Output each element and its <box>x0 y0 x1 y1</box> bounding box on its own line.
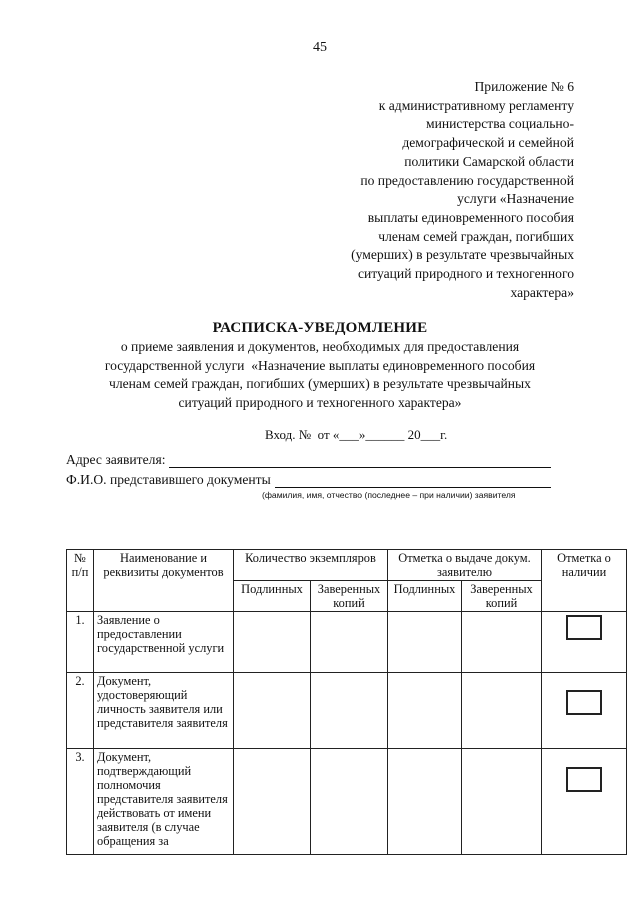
cell-originals <box>234 673 311 749</box>
appendix-line: Приложение № 6 <box>474 79 574 94</box>
fio-label: Ф.И.О. представившего документы <box>66 472 271 487</box>
appendix-line: по предоставлению государственной <box>360 172 574 188</box>
cell-certified <box>311 749 388 855</box>
row-num: 1. <box>67 612 94 673</box>
cell-certified <box>311 612 388 673</box>
address-field-row <box>66 452 551 468</box>
cell-mark <box>542 673 627 749</box>
cell-originals-issued <box>388 612 462 673</box>
table-header-row <box>67 550 627 581</box>
header-name: Наименование и реквизиты документов <box>94 550 234 612</box>
presence-checkbox[interactable] <box>566 615 602 640</box>
appendix-line: демографической и семейной <box>402 135 574 151</box>
cell-mark <box>542 612 627 673</box>
appendix-line: услуги «Назначение <box>457 191 574 207</box>
cell-originals-issued <box>388 673 462 749</box>
appendix-line: ситуаций природного и техногенного <box>357 266 574 282</box>
registration-line: Вход. № от «___»______ 20___г. <box>265 427 448 442</box>
row-num: 2. <box>67 673 94 749</box>
cell-originals-issued <box>388 749 462 855</box>
appendix-line: характера» <box>510 284 574 300</box>
table-row <box>67 673 627 749</box>
documents-table <box>66 549 627 855</box>
header-issued: Отметка о выдаче докум. заявителю <box>388 550 542 581</box>
subheader-originals: Подлинных <box>234 581 311 612</box>
subheader-certified: Заверенных копий <box>311 581 388 612</box>
appendix-line: членам семей граждан, погибших <box>378 228 574 244</box>
cell-certified-issued <box>462 673 542 749</box>
page-number: 45 <box>313 40 327 55</box>
table-row <box>67 612 627 673</box>
row-document-name: Документ, подтверждающий полномочия представителя заявителя действовать от имени заявителя (в случае обращения за <box>94 749 234 855</box>
document-subtitle: о приеме заявления и документов, необходимых для предоставления государственной услуги «Назначение выплаты единовременного пособия членам семей граждан, погибших (умерших) в результате чрезвычайных ситуаций природного и техногенного характера» <box>104 339 536 410</box>
cell-originals <box>234 612 311 673</box>
address-label: Адрес заявителя: <box>66 452 166 467</box>
cell-certified-issued <box>462 612 542 673</box>
cell-certified-issued <box>462 749 542 855</box>
document-title: РАСПИСКА-УВЕДОМЛЕНИЕ <box>212 320 428 336</box>
row-document-name: Документ, удостоверяющий личность заявителя или представителя заявителя <box>94 673 234 749</box>
appendix-line: министерства социально- <box>426 116 574 132</box>
appendix-block <box>351 78 574 302</box>
appendix-line: (умерших) в результате чрезвычайных <box>351 247 574 263</box>
presence-checkbox[interactable] <box>566 767 602 792</box>
presence-checkbox[interactable] <box>566 690 602 715</box>
row-document-name: Заявление о предоставлении государственной услуги <box>94 612 234 673</box>
cell-originals <box>234 749 311 855</box>
fio-input-line[interactable] <box>275 472 551 488</box>
address-input-line[interactable] <box>169 452 551 468</box>
header-num: № п/п <box>67 550 94 612</box>
fio-hint: (фамилия, имя, отчество (последнее – при наличии) заявителя <box>262 490 516 500</box>
cell-mark <box>542 749 627 855</box>
subheader-certified-issued: Заверенных копий <box>462 581 542 612</box>
appendix-line: выплаты единовременного пособия <box>367 209 574 225</box>
appendix-line: к административному регламенту <box>378 97 574 113</box>
cell-certified <box>311 673 388 749</box>
header-mark: Отметка о наличии <box>542 550 627 612</box>
fio-field-row <box>66 472 551 488</box>
row-num: 3. <box>67 749 94 855</box>
header-copies: Количество экземпляров <box>234 550 388 581</box>
appendix-line: политики Самарской области <box>404 153 574 169</box>
table-row <box>67 749 627 855</box>
subheader-originals-issued: Подлинных <box>388 581 462 612</box>
